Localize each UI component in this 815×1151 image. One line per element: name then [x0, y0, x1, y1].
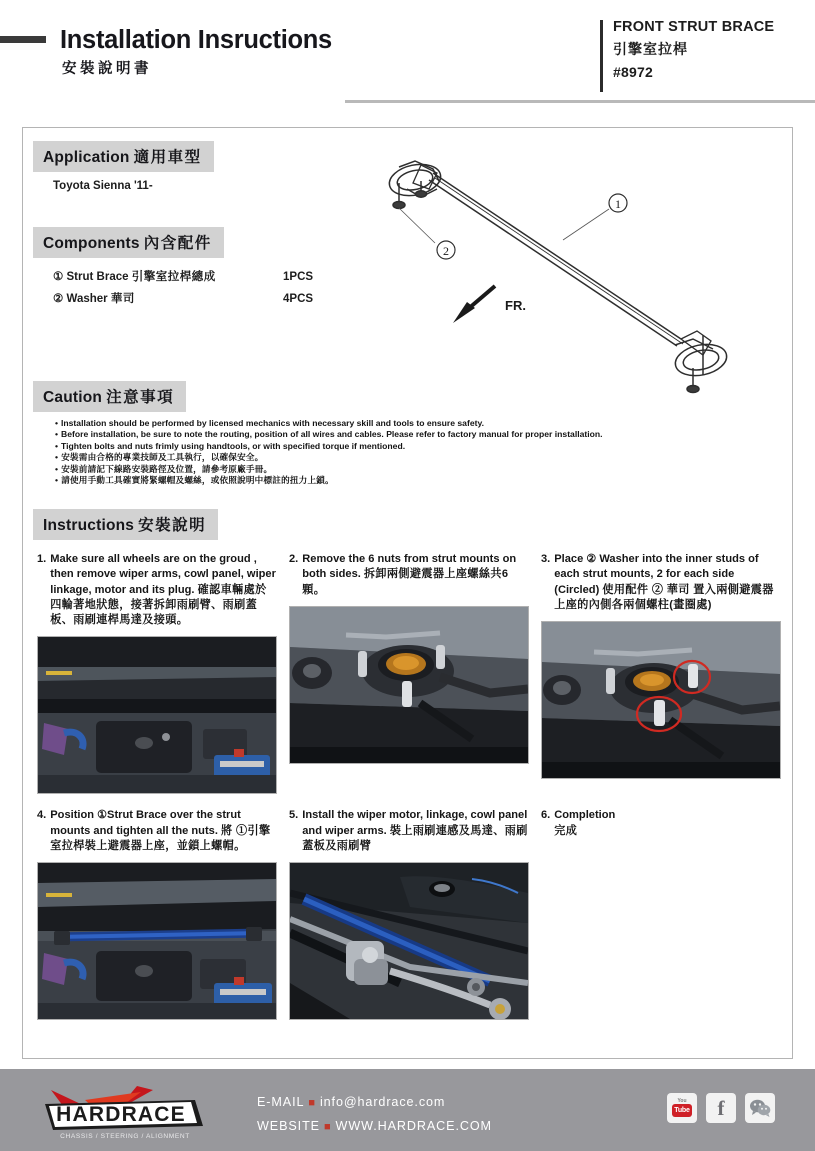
step-body [302, 552, 529, 598]
separator-icon: ■ [308, 1097, 316, 1109]
step-text-cn: 完成 [554, 824, 578, 837]
component-name [53, 288, 283, 310]
instruction-step-2 [289, 552, 529, 794]
step-text-cn: 使用配件 ② 華司 置入兩側避震器上座的內側各兩個螺柱(畫圈處) [554, 583, 774, 611]
hardrace-wordmark: HARDRACE [56, 1103, 186, 1126]
strut-mount-photo [290, 607, 528, 763]
callout-brace [609, 194, 627, 212]
step-text-en: Remove the 6 nuts from strut mounts on both sides. [302, 553, 517, 581]
youtube-icon[interactable]: You Tube [667, 1093, 697, 1123]
step-body [50, 808, 277, 854]
email-value[interactable]: info@hardrace.com [319, 1095, 446, 1109]
instructions-heading-cn: 安裝說明 [138, 517, 207, 534]
facebook-icon[interactable]: f [706, 1093, 736, 1123]
components-heading-en: Components [43, 235, 140, 252]
step-photo-5 [289, 862, 529, 1020]
callout-washer-label: 2 [443, 244, 449, 258]
front-direction-label: FR. [505, 298, 526, 313]
step-number: 6. [541, 809, 551, 822]
product-identity [600, 18, 774, 83]
washer-position-photo [542, 622, 780, 778]
application-heading-en: Application [43, 149, 130, 166]
step-body [554, 808, 615, 839]
step-number: 2. [289, 553, 299, 565]
instruction-steps [37, 552, 783, 1020]
step-body [554, 552, 781, 613]
callout-washer [437, 241, 455, 259]
email-line [257, 1091, 492, 1115]
component-label-en: Strut Brace [66, 271, 129, 283]
step-text-cn: 裝上雨刷連感及馬達、雨刷蓋板及雨刷臂 [302, 824, 528, 853]
component-marker: ① [53, 271, 64, 283]
caution-item: • 安裝需由合格的專業技師及工具執行，以確保安全。 [55, 452, 775, 464]
component-marker: ② [53, 293, 64, 305]
instruction-step-6 [541, 808, 781, 1020]
content-frame [22, 127, 793, 1059]
step-text-cn: 確認車輛處於四輪著地狀態，接著拆卸雨刷臂、雨刷蓋板、雨刷連桿馬達及接頭。 [50, 583, 267, 627]
caution-heading-cn: 注意事項 [106, 389, 175, 406]
website-value[interactable]: WWW.HARDRACE.COM [335, 1119, 492, 1133]
instructions-heading-en: Instructions [43, 517, 135, 534]
callout-brace-label: 1 [615, 197, 621, 211]
section-heading-caution [33, 381, 186, 412]
page-title-chinese: 安裝說明書 [62, 61, 152, 77]
separator-icon: ■ [323, 1121, 332, 1133]
step-body [50, 552, 277, 628]
section-heading-components [33, 227, 224, 258]
step-text-en: Position ①Strut Brace over the strut mounts and tighten all the nuts. [50, 809, 241, 837]
step-photo-3 [541, 621, 781, 779]
steps-row [37, 552, 783, 794]
product-sku: #8972 [613, 64, 653, 80]
caution-item: • Installation should be performed by licensed mechanics with necessary skill and tools to ensure safety. [55, 418, 775, 429]
instruction-step-1 [37, 552, 277, 794]
page-footer [0, 1065, 815, 1151]
step-number: 1. [37, 553, 47, 565]
component-name [53, 266, 283, 288]
components-list [53, 266, 363, 310]
application-heading-cn: 適用車型 [133, 149, 202, 166]
step-text-en: Install the wiper motor, linkage, cowl panel and wiper arms. [302, 809, 528, 837]
contact-info [257, 1091, 492, 1139]
header-divider [345, 100, 815, 103]
installed-brace-photo [38, 863, 276, 1019]
caution-item: • 請使用手動工具確實將緊螺帽及螺絲，或依照說明中標註的扭力上鎖。 [55, 475, 775, 487]
caution-item: • 安裝前請記下線路安裝路徑及位置，請參考原廠手冊。 [55, 464, 775, 476]
wiper-reinstall-photo [290, 863, 528, 1019]
component-quantity: 4PCS [283, 293, 314, 305]
application-vehicle: Toyota Sienna '11- [53, 180, 153, 192]
steps-row [37, 808, 783, 1020]
product-diagram [363, 153, 773, 403]
step-text-en: Make sure all wheels are on the groud , then remove wiper arms, cowl panel, wiper linkage, motor and its plug. [50, 553, 276, 596]
components-heading-cn: 內含配件 [143, 235, 212, 252]
step-text-cn: 拆卸兩側避震器上座螺絲共6顆。 [302, 568, 509, 596]
section-heading-instructions [33, 509, 218, 540]
caution-item: • Tighten bolts and nuts frimly using handtools, or with specified torque if mentioned. [55, 441, 775, 452]
hardrace-logo-mark [45, 1086, 230, 1142]
website-line [257, 1115, 492, 1139]
instruction-step-5 [289, 808, 529, 1020]
step-number: 5. [289, 809, 299, 822]
product-name: FRONT STRUT BRACE [613, 19, 775, 35]
engine-bay-photo [38, 637, 276, 793]
step-text-en: Completion [554, 809, 616, 822]
email-label: E-MAIL [257, 1095, 305, 1109]
step-photo-2 [289, 606, 529, 764]
component-item [53, 288, 363, 310]
component-item [53, 266, 363, 288]
caution-heading-en: Caution [43, 389, 103, 406]
component-label-cn: 引擎室拉桿總成 [131, 271, 216, 283]
step-number: 3. [541, 553, 551, 565]
step-photo-4 [37, 862, 277, 1020]
product-name-chinese: 引擎室拉桿 [613, 41, 688, 57]
section-heading-application [33, 141, 214, 172]
website-label: WEBSITE [257, 1119, 320, 1133]
strut-brace-drawing [363, 153, 773, 403]
social-links [667, 1093, 775, 1123]
page-title: Installation Insructions [60, 26, 332, 54]
caution-list [55, 418, 775, 487]
step-text-cn: 將 ①引擎室拉桿裝上避震器上座，並鎖上螺帽。 [50, 824, 271, 853]
step-text-en: Place ② Washer into the inner studs of each strut mounts, 2 for each side (Circled) [554, 553, 759, 596]
instruction-step-3 [541, 552, 781, 794]
caution-item: • Before installation, be sure to note the routing, position of all wires and cables. Please refer to factory manual for proper installation. [55, 429, 775, 440]
page-header [0, 0, 815, 112]
component-label-cn: 華司 [110, 293, 135, 305]
wechat-glyph [749, 1099, 771, 1117]
wechat-icon[interactable] [745, 1093, 775, 1123]
step-body [302, 808, 529, 854]
component-quantity: 1PCS [283, 271, 314, 283]
instruction-step-4 [37, 808, 277, 1020]
step-photo-1 [37, 636, 277, 794]
hardrace-tagline: CHASSIS / STEERING / ALIGNMENT [60, 1133, 190, 1140]
step-number: 4. [37, 809, 47, 822]
hardrace-logo [45, 1086, 230, 1142]
front-direction-arrow [453, 286, 526, 323]
header-accent-bar [0, 36, 46, 43]
component-label-en: Washer [66, 293, 108, 305]
